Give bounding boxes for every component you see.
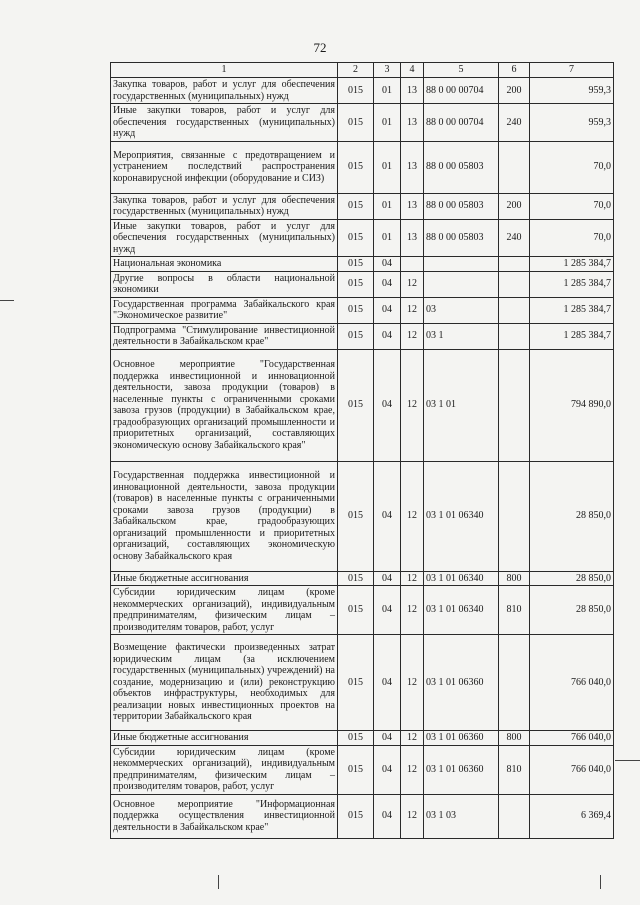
row-target-article: 03 1 01 06340 — [424, 571, 499, 586]
table-row — [111, 461, 614, 571]
row-section: 01 — [374, 78, 401, 104]
row-name: Другие вопросы в области национальной экономики — [111, 271, 338, 297]
column-header: 7 — [530, 63, 614, 78]
scan-mark — [615, 760, 640, 761]
row-name: Закупка товаров, работ и услуг для обеспечения государственных (муниципальных) нужд — [111, 78, 338, 104]
row-expense-type: 800 — [499, 571, 530, 586]
row-section: 04 — [374, 257, 401, 272]
row-section: 01 — [374, 141, 401, 193]
row-name: Субсидии юридическим лицам (кроме некоммерческих организаций), индивидуальным предпринимателям, физическим лицам – производителям товаров, работ, услуг — [111, 745, 338, 794]
row-expense-type — [499, 461, 530, 571]
row-target-article: 03 1 01 06360 — [424, 745, 499, 794]
row-expense-type: 800 — [499, 731, 530, 746]
row-grbs: 015 — [338, 271, 374, 297]
row-section: 04 — [374, 461, 401, 571]
table-row — [111, 635, 614, 731]
row-expense-type: 200 — [499, 193, 530, 219]
row-grbs: 015 — [338, 635, 374, 731]
row-subsection: 12 — [401, 635, 424, 731]
row-expense-type: 200 — [499, 78, 530, 104]
table-row — [111, 141, 614, 193]
budget-table — [110, 62, 614, 839]
column-header: 4 — [401, 63, 424, 78]
row-amount: 70,0 — [530, 219, 614, 257]
row-grbs: 015 — [338, 78, 374, 104]
row-grbs: 015 — [338, 193, 374, 219]
row-amount: 959,3 — [530, 78, 614, 104]
row-expense-type — [499, 271, 530, 297]
row-subsection: 13 — [401, 141, 424, 193]
row-amount: 1 285 384,7 — [530, 297, 614, 323]
row-amount: 70,0 — [530, 193, 614, 219]
row-subsection: 12 — [401, 297, 424, 323]
row-amount: 766 040,0 — [530, 731, 614, 746]
table-row — [111, 731, 614, 746]
header-row — [111, 63, 614, 78]
table-row — [111, 78, 614, 104]
column-header: 5 — [424, 63, 499, 78]
row-grbs: 015 — [338, 141, 374, 193]
scan-mark — [0, 300, 14, 301]
row-grbs: 015 — [338, 219, 374, 257]
row-name: Иные бюджетные ассигнования — [111, 731, 338, 746]
row-amount: 6 369,4 — [530, 794, 614, 838]
row-target-article: 03 1 01 06360 — [424, 635, 499, 731]
row-section: 04 — [374, 794, 401, 838]
row-section: 04 — [374, 349, 401, 461]
row-expense-type: 810 — [499, 745, 530, 794]
row-target-article: 03 1 — [424, 323, 499, 349]
row-section: 04 — [374, 635, 401, 731]
column-header: 6 — [499, 63, 530, 78]
row-subsection: 13 — [401, 104, 424, 142]
row-amount: 70,0 — [530, 141, 614, 193]
row-section: 04 — [374, 731, 401, 746]
row-target-article: 88 0 00 00704 — [424, 78, 499, 104]
row-name: Основное мероприятие "Информационная поддержка осуществления инвестиционной деятельности в Забайкальском крае" — [111, 794, 338, 838]
row-expense-type — [499, 297, 530, 323]
table-row — [111, 257, 614, 272]
row-amount: 766 040,0 — [530, 745, 614, 794]
row-amount: 794 890,0 — [530, 349, 614, 461]
row-amount: 28 850,0 — [530, 586, 614, 635]
row-expense-type: 810 — [499, 586, 530, 635]
row-expense-type — [499, 257, 530, 272]
row-grbs: 015 — [338, 104, 374, 142]
row-expense-type: 240 — [499, 104, 530, 142]
row-amount: 28 850,0 — [530, 461, 614, 571]
row-subsection: 13 — [401, 219, 424, 257]
row-section: 04 — [374, 745, 401, 794]
row-grbs: 015 — [338, 586, 374, 635]
row-name: Иные закупки товаров, работ и услуг для обеспечения государственных (муниципальных) нужд — [111, 104, 338, 142]
row-name: Государственная программа Забайкальского края "Экономическое развитие" — [111, 297, 338, 323]
table-row — [111, 104, 614, 142]
page-number: 72 — [313, 40, 327, 55]
row-amount: 1 285 384,7 — [530, 257, 614, 272]
table-row — [111, 349, 614, 461]
row-grbs: 015 — [338, 297, 374, 323]
row-section: 04 — [374, 323, 401, 349]
row-target-article: 03 1 03 — [424, 794, 499, 838]
table-row — [111, 794, 614, 838]
row-subsection: 12 — [401, 271, 424, 297]
row-expense-type: 240 — [499, 219, 530, 257]
row-target-article — [424, 257, 499, 272]
row-target-article: 03 1 01 06340 — [424, 461, 499, 571]
row-subsection: 12 — [401, 323, 424, 349]
row-target-article: 03 1 01 06340 — [424, 586, 499, 635]
row-subsection: 13 — [401, 78, 424, 104]
row-target-article: 03 1 01 06360 — [424, 731, 499, 746]
row-name: Основное мероприятие "Государственная поддержка инвестиционной и инновационной деятельности, завоза продукции (товаров) в населенные пункты с ограниченными сроками завоза грузов (продукции) в Забайкальском крае, градообразующих организаций промышленности и приоритетных организаций, составляющих экономическую основу Забайкальского края" — [111, 349, 338, 461]
row-grbs: 015 — [338, 731, 374, 746]
row-expense-type — [499, 141, 530, 193]
column-header: 3 — [374, 63, 401, 78]
row-subsection — [401, 257, 424, 272]
row-amount: 766 040,0 — [530, 635, 614, 731]
row-section: 04 — [374, 297, 401, 323]
row-grbs: 015 — [338, 461, 374, 571]
table-body — [111, 78, 614, 839]
row-section: 04 — [374, 271, 401, 297]
row-grbs: 015 — [338, 794, 374, 838]
table-row — [111, 586, 614, 635]
scan-mark — [218, 875, 219, 889]
row-name: Субсидии юридическим лицам (кроме некоммерческих организаций), индивидуальным предпринимателям, физическим лицам – производителям товаров, работ, услуг — [111, 586, 338, 635]
row-expense-type — [499, 323, 530, 349]
row-name: Закупка товаров, работ и услуг для обеспечения государственных (муниципальных) нужд — [111, 193, 338, 219]
row-target-article: 88 0 00 05803 — [424, 219, 499, 257]
row-grbs: 015 — [338, 571, 374, 586]
row-grbs: 015 — [338, 745, 374, 794]
row-amount: 1 285 384,7 — [530, 323, 614, 349]
row-subsection: 12 — [401, 571, 424, 586]
row-expense-type — [499, 794, 530, 838]
row-section: 04 — [374, 571, 401, 586]
row-subsection: 12 — [401, 745, 424, 794]
row-grbs: 015 — [338, 349, 374, 461]
column-header: 2 — [338, 63, 374, 78]
row-subsection: 12 — [401, 731, 424, 746]
table-row — [111, 193, 614, 219]
row-target-article — [424, 271, 499, 297]
row-target-article: 88 0 00 05803 — [424, 193, 499, 219]
row-section: 01 — [374, 219, 401, 257]
row-grbs: 015 — [338, 257, 374, 272]
row-amount: 1 285 384,7 — [530, 271, 614, 297]
row-target-article: 03 — [424, 297, 499, 323]
row-name: Подпрограмма "Стимулирование инвестиционной деятельности в Забайкальском крае" — [111, 323, 338, 349]
row-name: Иные закупки товаров, работ и услуг для обеспечения государственных (муниципальных) нужд — [111, 219, 338, 257]
table-row — [111, 745, 614, 794]
row-subsection: 12 — [401, 461, 424, 571]
row-amount: 959,3 — [530, 104, 614, 142]
table-row — [111, 323, 614, 349]
row-expense-type — [499, 349, 530, 461]
row-subsection: 12 — [401, 349, 424, 461]
row-section: 01 — [374, 104, 401, 142]
row-section: 01 — [374, 193, 401, 219]
column-header: 1 — [111, 63, 338, 78]
row-expense-type — [499, 635, 530, 731]
row-name: Иные бюджетные ассигнования — [111, 571, 338, 586]
table-row — [111, 571, 614, 586]
row-target-article: 03 1 01 — [424, 349, 499, 461]
row-subsection: 13 — [401, 193, 424, 219]
row-grbs: 015 — [338, 323, 374, 349]
row-name: Национальная экономика — [111, 257, 338, 272]
row-section: 04 — [374, 586, 401, 635]
table-row — [111, 219, 614, 257]
row-name: Государственная поддержка инвестиционной и инновационной деятельности, завоза продукции (товаров) в населенные пункты с ограниченными сроками завоза грузов (продукции) в Забайкальском крае, градообразующих организаций промышленности и приоритетных организаций, составляющих экономическую основу Забайкальского края — [111, 461, 338, 571]
scan-mark — [600, 875, 601, 889]
row-subsection: 12 — [401, 586, 424, 635]
row-name: Возмещение фактически произведенных затрат юридическим лицам (за исключением государственных (муниципальных) учреждений) на создание, модернизацию и (или) реконструкцию объектов инфраструктуры, необходимых для реализации новых инвестиционных проектов на территории Забайкальского края — [111, 635, 338, 731]
table-row — [111, 297, 614, 323]
row-subsection: 12 — [401, 794, 424, 838]
table-row — [111, 271, 614, 297]
row-name: Мероприятия, связанные с предотвращением и устранением последствий распространения коронавирусной инфекции (оборудование и СИЗ) — [111, 141, 338, 193]
row-target-article: 88 0 00 05803 — [424, 141, 499, 193]
row-target-article: 88 0 00 00704 — [424, 104, 499, 142]
row-amount: 28 850,0 — [530, 571, 614, 586]
